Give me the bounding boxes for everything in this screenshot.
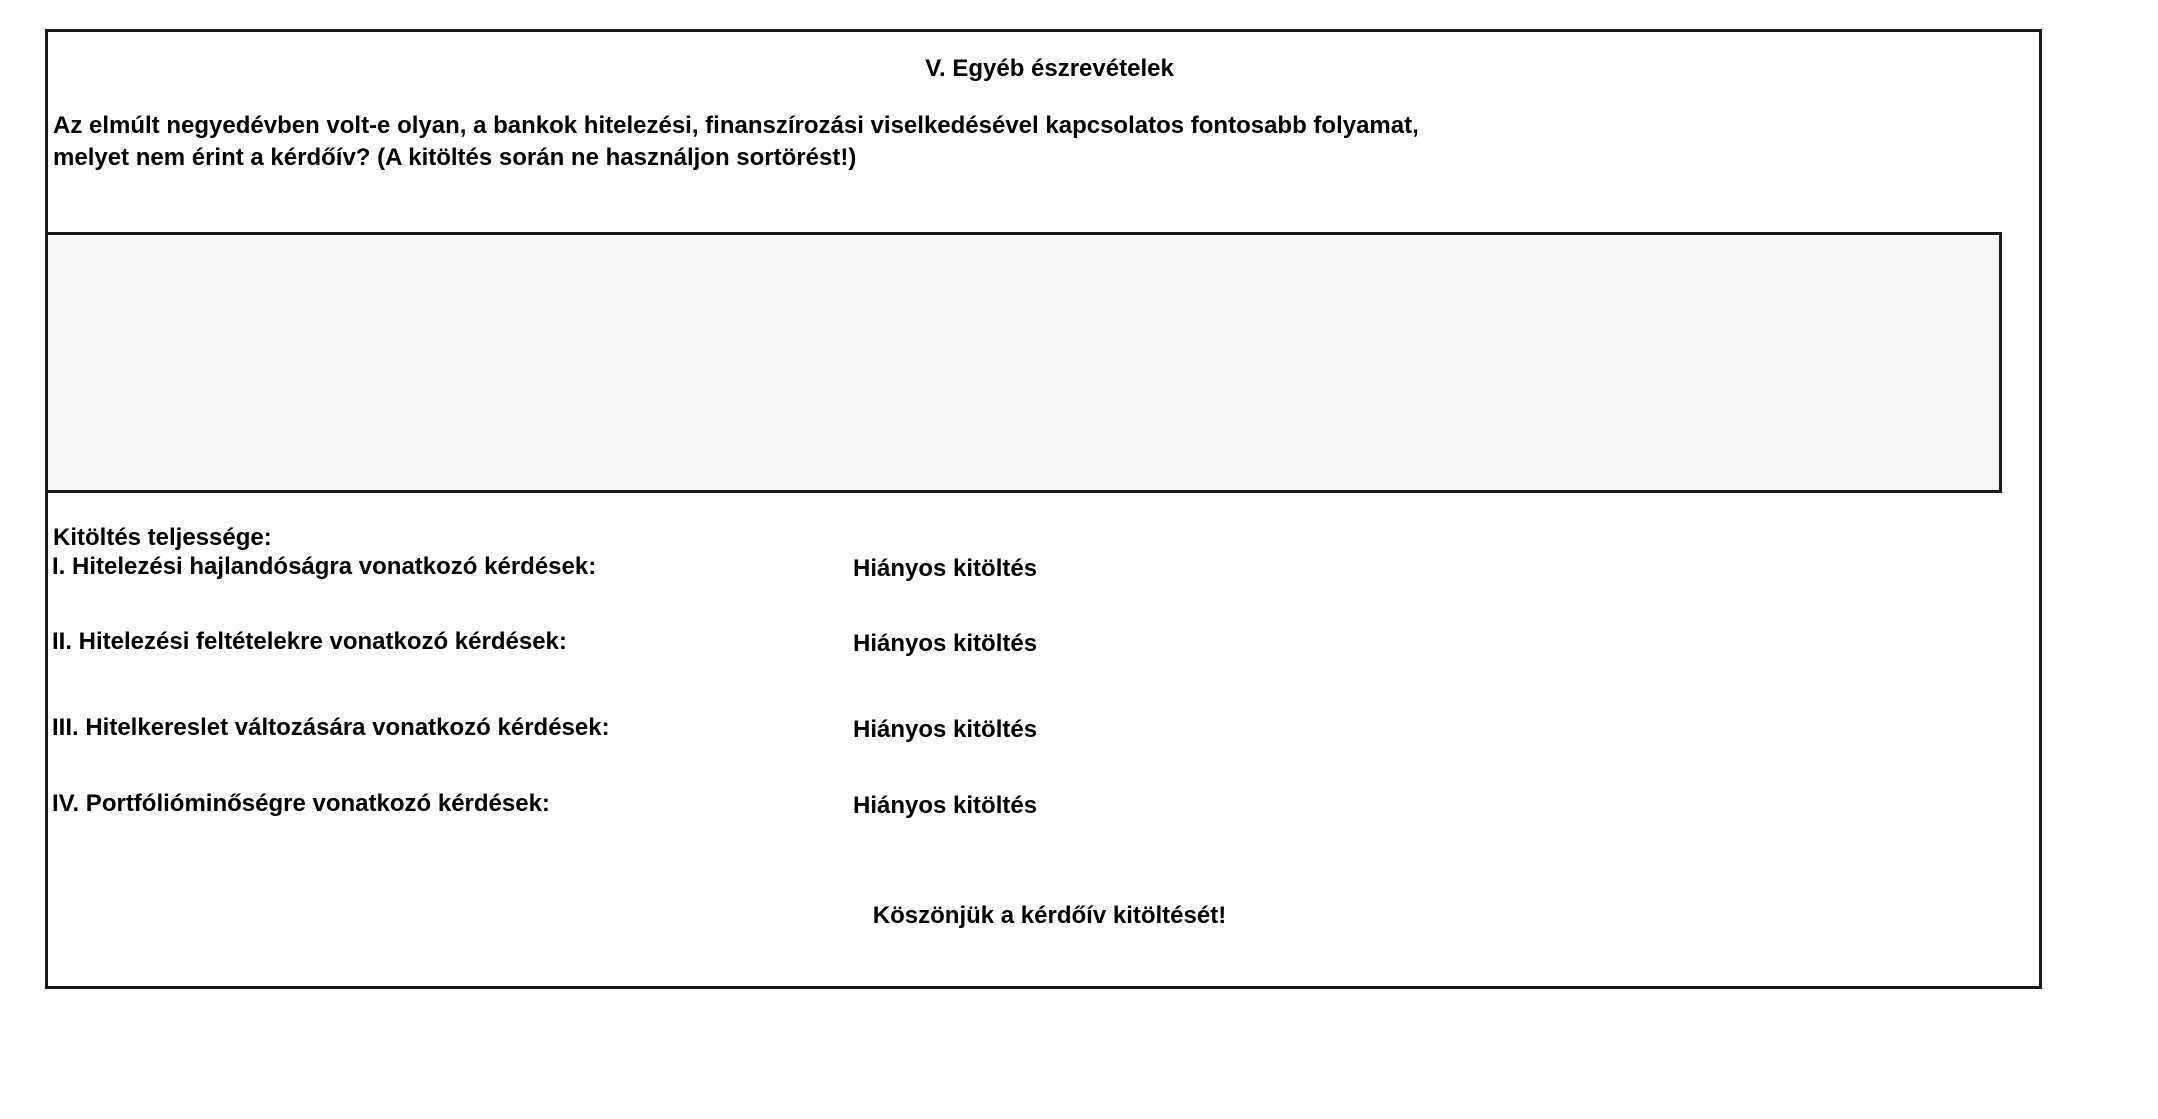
completeness-item-label: I. Hitelezési hajlandóságra vonatkozó kérdések: — [52, 553, 597, 580]
completeness-label: Kitöltés teljessége: — [53, 524, 272, 551]
completeness-item-label: II. Hitelezési feltételekre vonatkozó kérdések: — [52, 628, 567, 655]
question-line-2: melyet nem érint a kérdőív? (A kitöltés során ne használjon sortörést!) — [53, 144, 857, 171]
completeness-item-status: Hiányos kitöltés — [853, 792, 1038, 819]
section-title: V. Egyéb észrevételek — [925, 55, 1174, 82]
completeness-item-label: IV. Portfólióminőségre vonatkozó kérdések: — [52, 790, 550, 817]
comment-input[interactable] — [45, 232, 2002, 493]
completeness-item-label: III. Hitelkereslet változására vonatkozó kérdések: — [52, 714, 610, 741]
survey-frame — [45, 29, 2042, 989]
completeness-item-status: Hiányos kitöltés — [853, 630, 1038, 657]
question-text — [53, 110, 1419, 174]
completeness-item-status: Hiányos kitöltés — [853, 716, 1038, 743]
completeness-item-status: Hiányos kitöltés — [853, 555, 1038, 582]
thank-you-message: Köszönjük a kérdőív kitöltését! — [872, 902, 1227, 929]
question-line-1: Az elmúlt negyedévben volt-e olyan, a bankok hitelezési, finanszírozási viselkedésével kapcsolatos fontosabb folyamat, — [53, 112, 1419, 139]
